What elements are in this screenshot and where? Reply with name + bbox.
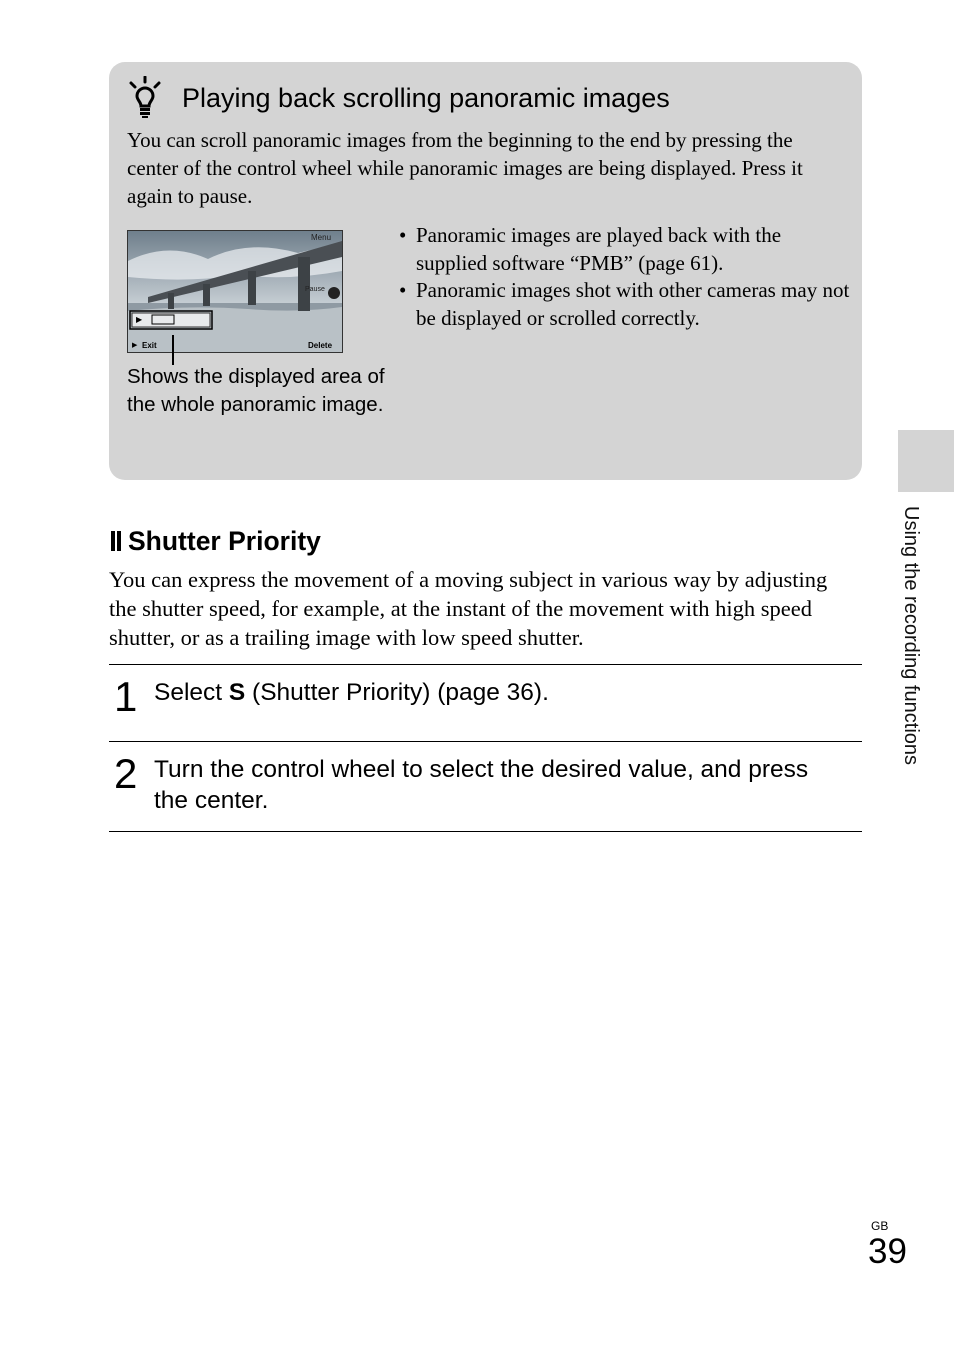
step-divider (109, 831, 862, 832)
chapter-tab (898, 430, 954, 492)
section-title: Shutter Priority (128, 526, 321, 556)
play-exit-icon: ▶ (132, 341, 138, 349)
callout-line (172, 335, 174, 365)
region-code: GB (871, 1219, 889, 1233)
step-1-mode-letter: S (228, 679, 246, 706)
pause-label: Pause (305, 286, 325, 293)
section-body: You can express the movement of a moving subject in various way by adjusting the shutter speed, for example, at the instant of the movement with high speed shutter, or as a trailing image with low speed shutter. (109, 567, 828, 650)
delete-label: Delete (308, 341, 333, 350)
step-1-text (154, 677, 844, 708)
page-number: 39 (868, 1232, 907, 1271)
bullet-item: • Panoramic images shot with other cameras may not be displayed or scrolled correctly. (399, 277, 851, 332)
section-marker-icon (111, 531, 121, 551)
bullet-item: • Panoramic images are played back with the supplied software “PMB” (page 61). (399, 222, 851, 277)
hint-bullets (399, 222, 851, 332)
panorama-thumbnail (127, 230, 343, 353)
lightbulb-icon (127, 76, 163, 118)
play-icon: ▶ (136, 315, 143, 324)
hint-body: You can scroll panoramic images from the beginning to the end by pressing the center of the control wheel while panoramic images are being displayed. Press it again to pause. (127, 128, 803, 208)
callout-text: Shows the displayed area of the whole panoramic image. (127, 365, 385, 416)
step-number: 2 (114, 750, 138, 797)
step-divider (109, 664, 862, 665)
step-divider (109, 741, 862, 742)
menu-label: Menu (311, 233, 332, 242)
hint-box (109, 62, 862, 480)
step-1-suffix: (Shutter Priority) (page 36). (245, 679, 549, 706)
exit-label: Exit (142, 341, 157, 350)
step-2-text: Turn the control wheel to select the desired value, and press the center. (154, 756, 809, 814)
step-1-prefix: Select (154, 679, 229, 706)
step-number: 1 (114, 673, 138, 720)
chapter-label: Using the recording functions (900, 506, 922, 766)
hint-title: Playing back scrolling panoramic images (182, 83, 670, 113)
